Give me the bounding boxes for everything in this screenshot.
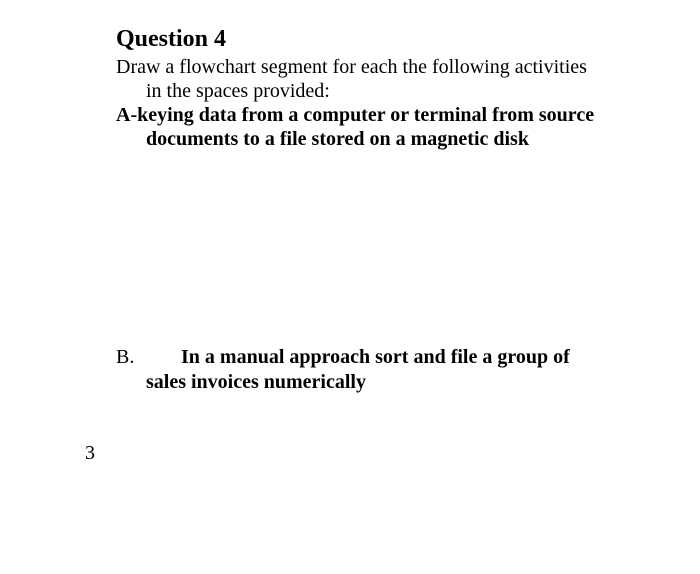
part-b-line-2: sales invoices numerically — [146, 371, 366, 393]
part-b-label: B. — [116, 346, 135, 368]
part-a-line-1: A-keying data from a computer or terminal from source — [116, 104, 595, 126]
question-title: Question 4 — [116, 26, 227, 52]
page-number: 3 — [85, 442, 95, 464]
instruction-line-1: Draw a flowchart segment for each the following activities — [116, 56, 587, 78]
instruction-line-2: in the spaces provided: — [146, 80, 330, 102]
part-b-line-1: In a manual approach sort and file a group of — [181, 346, 570, 368]
part-a-line-2: documents to a file stored on a magnetic disk — [146, 128, 529, 150]
